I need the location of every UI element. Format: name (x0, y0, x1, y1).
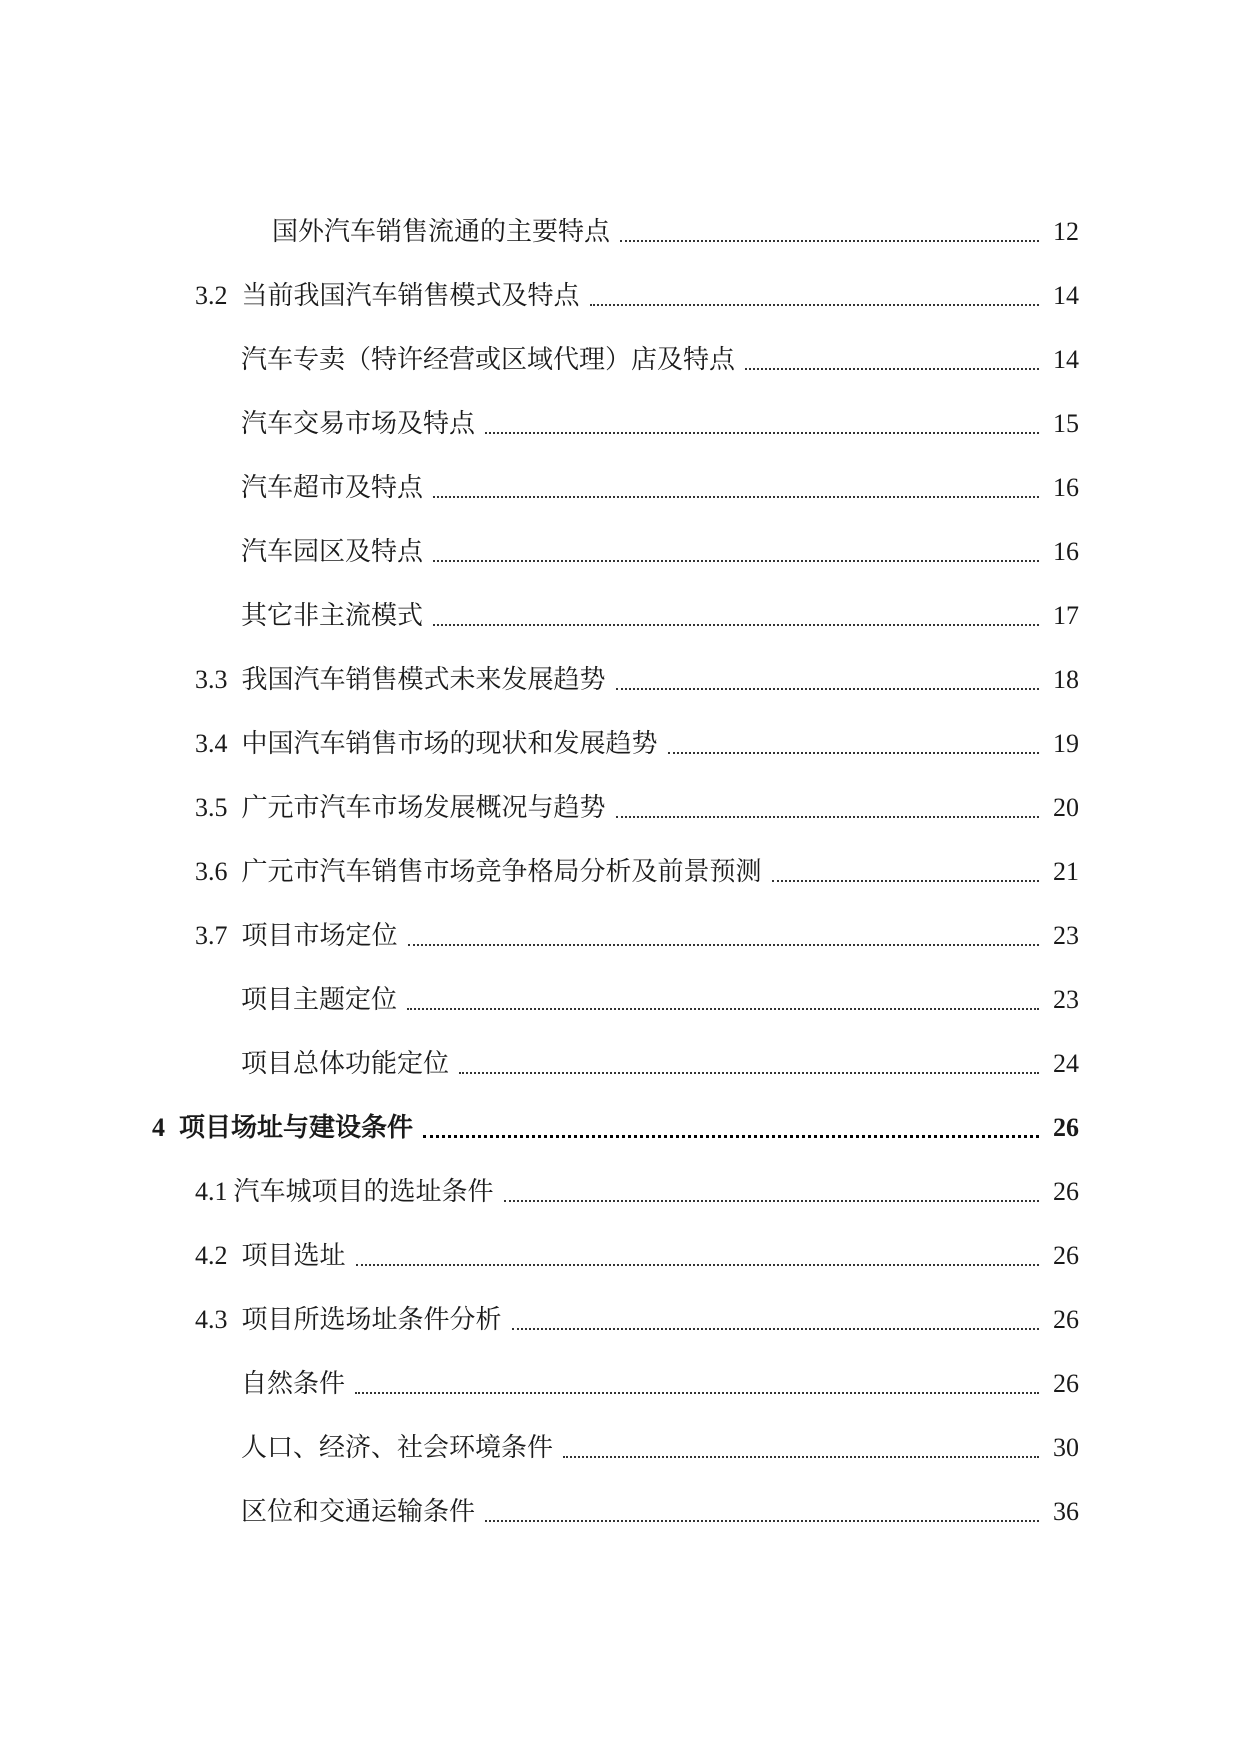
toc-leader-dots (485, 404, 1039, 444)
toc-entry[interactable] (0, 404, 1241, 444)
toc-chapter-number: 4 (152, 1113, 165, 1142)
toc-entry-title: 国外汽车销售流通的主要特点 (272, 217, 611, 247)
toc-leader-dots (407, 980, 1039, 1020)
toc-entry[interactable] (0, 532, 1241, 572)
toc-entry[interactable] (0, 852, 1241, 892)
toc-page-number: 15 (1053, 409, 1079, 438)
toc-leader-dots (563, 1428, 1039, 1468)
toc-page-number: 16 (1053, 473, 1079, 502)
toc-entry-title: 项目市场定位 (241, 921, 398, 951)
toc-page-number: 14 (1053, 281, 1079, 310)
toc-page-number: 24 (1053, 1049, 1079, 1078)
toc-page-number: 23 (1053, 921, 1079, 950)
toc-entry[interactable] (0, 1236, 1241, 1276)
toc-entry[interactable] (0, 660, 1241, 700)
toc-leader-dots (620, 212, 1039, 252)
toc-page-number: 17 (1053, 601, 1079, 630)
toc-leader-dots (423, 1108, 1039, 1148)
toc-leader-dots (616, 788, 1039, 828)
toc-entry-title: 汽车城项目的选址条件 (233, 1177, 494, 1207)
toc-section-number: 3.4 (195, 729, 228, 758)
toc-leader-dots (355, 1364, 1039, 1404)
toc-section-number: 3.5 (195, 793, 228, 822)
toc-entry-title: 区位和交通运输条件 (241, 1497, 476, 1527)
toc-entry[interactable] (0, 788, 1241, 828)
toc-page-number: 26 (1053, 1241, 1079, 1270)
toc-entry[interactable] (0, 724, 1241, 764)
toc-entry[interactable] (0, 1044, 1241, 1084)
toc-entry-title: 汽车专卖（特许经营或区域代理）店及特点 (241, 345, 736, 375)
toc-leader-dots (772, 852, 1039, 892)
toc-entry-title: 广元市汽车市场发展概况与趋势 (241, 793, 606, 823)
toc-page-number: 26 (1053, 1369, 1079, 1398)
toc-section-number: 3.6 (195, 857, 228, 886)
toc-entry[interactable] (0, 276, 1241, 316)
toc-section-number: 4.1 (195, 1177, 228, 1206)
toc-leader-dots (459, 1044, 1039, 1084)
toc-page-number: 16 (1053, 537, 1079, 566)
toc-leader-dots (433, 532, 1039, 572)
toc-page-number: 21 (1053, 857, 1079, 886)
toc-entry[interactable] (0, 212, 1241, 252)
toc-page-number: 36 (1053, 1497, 1079, 1526)
toc-leader-dots (616, 660, 1039, 700)
toc-entry[interactable] (0, 980, 1241, 1020)
toc-leader-dots (504, 1172, 1039, 1212)
toc-entry-title: 我国汽车销售模式未来发展趋势 (241, 665, 606, 695)
toc-section-number: 4.2 (195, 1241, 228, 1270)
toc-leader-dots (433, 596, 1039, 636)
toc-entry-title: 自然条件 (241, 1369, 346, 1399)
toc-chapter-title: 项目场址与建设条件 (179, 1113, 414, 1143)
toc-entry[interactable] (0, 340, 1241, 380)
toc-entry-title: 汽车交易市场及特点 (241, 409, 476, 439)
toc-section-number: 3.3 (195, 665, 228, 694)
toc-page-number: 12 (1053, 217, 1079, 246)
toc-entry-title: 项目所选场址条件分析 (241, 1305, 502, 1335)
toc-leader-dots (590, 276, 1039, 316)
toc-leader-dots (668, 724, 1039, 764)
toc-entry[interactable] (0, 1172, 1241, 1212)
toc-section-number: 3.7 (195, 921, 228, 950)
toc-entry[interactable] (0, 1428, 1241, 1468)
toc-leader-dots (745, 340, 1039, 380)
toc-page-number: 26 (1053, 1113, 1079, 1142)
toc-leader-dots (512, 1300, 1039, 1340)
toc-page-number: 20 (1053, 793, 1079, 822)
toc-chapter-entry[interactable] (0, 1108, 1241, 1148)
toc-entry-title: 中国汽车销售市场的现状和发展趋势 (241, 729, 658, 759)
toc-page-number: 18 (1053, 665, 1079, 694)
toc-entry[interactable] (0, 1300, 1241, 1340)
toc-section-number: 4.3 (195, 1305, 228, 1334)
toc-page-number: 14 (1053, 345, 1079, 374)
toc-leader-dots (485, 1492, 1039, 1532)
toc-entry-title: 项目主题定位 (241, 985, 398, 1015)
toc-page-number: 26 (1053, 1305, 1079, 1334)
toc-entry[interactable] (0, 916, 1241, 956)
toc-entry-title: 当前我国汽车销售模式及特点 (241, 281, 580, 311)
toc-page-number: 30 (1053, 1433, 1079, 1462)
toc-entry-title: 汽车园区及特点 (241, 537, 424, 567)
toc-entry-title: 其它非主流模式 (241, 601, 424, 631)
toc-leader-dots (408, 916, 1039, 956)
toc-entry-title: 汽车超市及特点 (241, 473, 424, 503)
toc-entry-title: 项目选址 (241, 1241, 346, 1271)
toc-entry-title: 人口、经济、社会环境条件 (241, 1433, 554, 1463)
toc-entry[interactable] (0, 468, 1241, 508)
toc-entry[interactable] (0, 596, 1241, 636)
toc-page-number: 23 (1053, 985, 1079, 1014)
toc-leader-dots (356, 1236, 1039, 1276)
toc-entry[interactable] (0, 1364, 1241, 1404)
toc-page-number: 19 (1053, 729, 1079, 758)
toc-entry-title: 项目总体功能定位 (241, 1049, 450, 1079)
toc-page-number: 26 (1053, 1177, 1079, 1206)
toc-leader-dots (433, 468, 1039, 508)
toc-entry[interactable] (0, 1492, 1241, 1532)
toc-section-number: 3.2 (195, 281, 228, 310)
toc-entry-title: 广元市汽车销售市场竞争格局分析及前景预测 (241, 857, 762, 887)
